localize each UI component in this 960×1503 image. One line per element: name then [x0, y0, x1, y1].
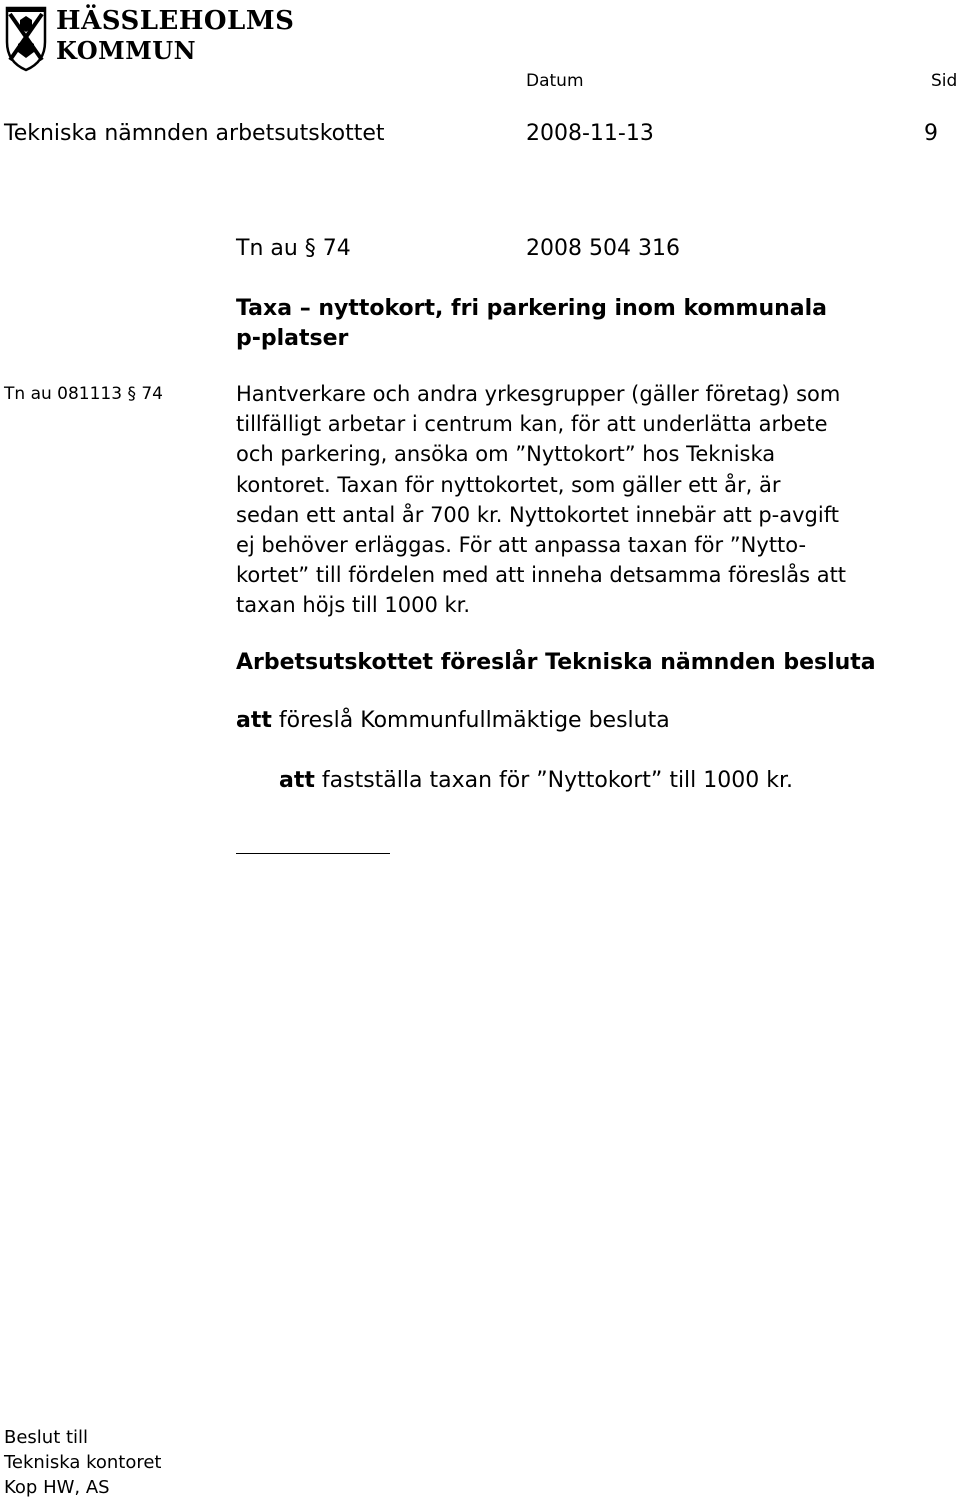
divider-line	[236, 853, 390, 854]
body-line: kortet” till fördelen med att inneha detsamma föreslås att	[236, 563, 847, 588]
decision-clause-2	[279, 768, 793, 793]
coat-of-arms-icon	[4, 2, 48, 72]
page-number: 9	[924, 121, 938, 146]
case-title-line1: Taxa – nyttokort, fri parkering inom kommunala	[236, 296, 828, 321]
case-title-line2: p-platser	[236, 326, 349, 351]
body-line: ej behöver erläggas. För att anpassa taxan för ”Nytto-	[236, 533, 807, 558]
body-line: taxan höjs till 1000 kr.	[236, 593, 471, 618]
diary-number: 2008 504 316	[526, 236, 680, 261]
date-label: Datum	[526, 71, 584, 91]
paragraph-ref: Tn au § 74	[236, 236, 351, 261]
org-name-line1: HÄSSLEHOLMS	[56, 6, 295, 36]
org-name-line2: KOMMUN	[56, 36, 197, 65]
att-keyword: att	[236, 708, 272, 733]
footer-distribution-label: Beslut till	[4, 1427, 89, 1448]
body-line: tillfälligt arbetar i centrum kan, för att underlätta arbete	[236, 412, 828, 437]
decision-clause-1	[236, 708, 670, 733]
meeting-date: 2008-11-13	[526, 121, 654, 146]
body-paragraph	[236, 379, 956, 621]
att-keyword: att	[279, 768, 315, 793]
body-line: och parkering, ansöka om ”Nyttokort” hos Tekniska	[236, 442, 776, 467]
decision-text: föreslå Kommunfullmäktige besluta	[271, 708, 670, 733]
footer-recipient: Tekniska kontoret	[4, 1452, 162, 1473]
page-label: Sid	[931, 71, 958, 91]
decision-text: fastställa taxan för ”Nyttokort” till 1000 kr.	[314, 768, 794, 793]
body-line: sedan ett antal år 700 kr. Nyttokortet innebär att p-avgift	[236, 502, 839, 527]
proposal-heading: Arbetsutskottet föreslår Tekniska nämnden besluta	[236, 650, 876, 675]
margin-reference: Tn au 081113 § 74	[4, 384, 163, 404]
body-line: Hantverkare och andra yrkesgrupper (gäller företag) som	[236, 382, 841, 406]
footer-copy: Kop HW, AS	[4, 1477, 110, 1498]
body-line: kontoret. Taxan för nyttokortet, som gäller ett år, är	[236, 472, 781, 497]
committee-name: Tekniska nämnden arbetsutskottet	[4, 121, 385, 146]
